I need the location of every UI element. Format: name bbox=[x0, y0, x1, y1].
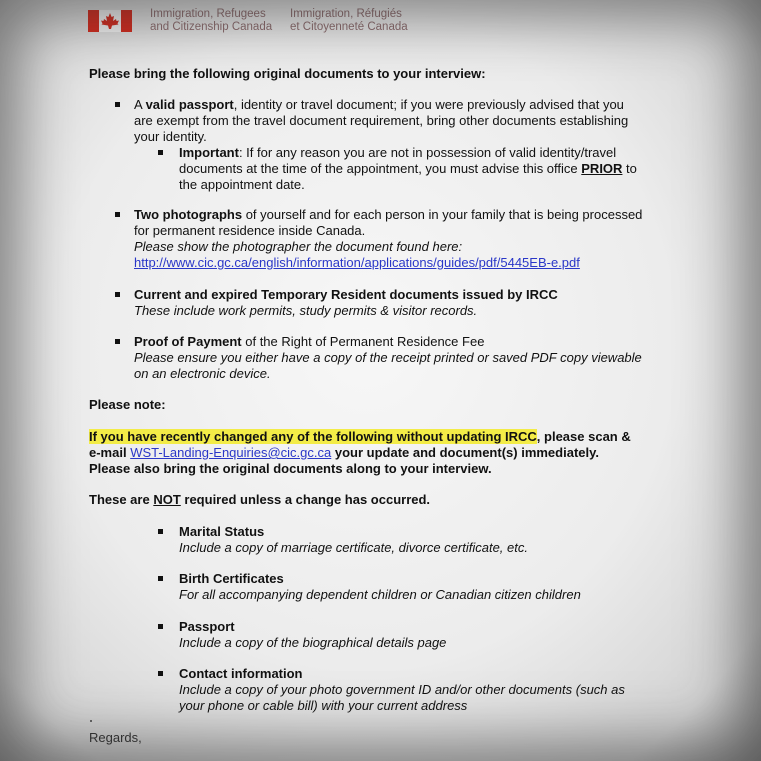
change-item-desc: Include a copy of the biographical details page bbox=[179, 635, 447, 650]
change-item-title: Contact information bbox=[179, 666, 303, 681]
passport-line3: your identity. bbox=[134, 129, 207, 144]
payment-line1: Proof of Payment of the Right of Permanent Residence Fee bbox=[134, 334, 485, 349]
change-item-desc: your phone or cable bill) with your current address bbox=[179, 698, 468, 713]
bullet-icon bbox=[158, 150, 163, 155]
note-heading: Please note: bbox=[89, 397, 166, 412]
note-line1: If you have recently changed any of the following without updating IRCC, please scan & bbox=[89, 429, 631, 444]
payment-line2: Please ensure you either have a copy of the receipt printed or saved PDF copy viewable bbox=[134, 350, 642, 365]
bullet-icon bbox=[158, 624, 163, 629]
note-line2: e-mail WST-Landing-Enquiries@cic.gc.ca your update and document(s) immediately. bbox=[89, 445, 599, 460]
important-line3: the appointment date. bbox=[179, 177, 305, 192]
not-required-line: These are NOT required unless a change has occurred. bbox=[89, 492, 431, 507]
bullet-icon bbox=[115, 339, 120, 344]
temp-resident-title: Current and expired Temporary Resident documents issued by IRCC bbox=[134, 287, 558, 302]
photos-line3: Please show the photographer the document found here: bbox=[134, 239, 463, 254]
change-item-title: Birth Certificates bbox=[179, 571, 284, 586]
change-item-desc: Include a copy of your photo government ID and/or other documents (such as bbox=[179, 682, 625, 697]
bullet-icon bbox=[158, 576, 163, 581]
change-item-desc: For all accompanying dependent children or Canadian citizen children bbox=[179, 587, 581, 602]
canada-flag-icon bbox=[88, 10, 132, 32]
bullet-icon bbox=[115, 102, 120, 107]
note-line3: Please also bring the original documents along to your interview. bbox=[89, 461, 492, 476]
photo-guide-link[interactable]: http://www.cic.gc.ca/english/information/applications/guides/pdf/5445EB-e.pdf bbox=[134, 255, 580, 270]
email-link[interactable]: WST-Landing-Enquiries@cic.gc.ca bbox=[130, 445, 332, 460]
photos-line1: Two photographs of yourself and for each person in your family that is being processed bbox=[134, 207, 643, 222]
org-name-english: Immigration, Refugees and Citizenship Canada bbox=[150, 8, 273, 33]
intro-heading: Please bring the following original documents to your interview: bbox=[89, 66, 486, 81]
bullet-icon bbox=[158, 671, 163, 676]
change-item-title: Passport bbox=[179, 619, 235, 634]
bullet-icon bbox=[158, 529, 163, 534]
closing-text: Regards, bbox=[89, 730, 142, 745]
bullet-icon bbox=[115, 212, 120, 217]
change-item-desc: Include a copy of marriage certificate, divorce certificate, etc. bbox=[179, 540, 528, 555]
temp-resident-desc: These include work permits, study permits & visitor records. bbox=[134, 303, 478, 318]
passport-line2: are exempt from the travel document requirement, bring other documents establishing bbox=[134, 113, 629, 128]
org-name-french: Immigration, Réfugiés et Citoyenneté Canada bbox=[290, 8, 408, 33]
passport-line1: A valid passport, identity or travel document; if you were previously advised that you bbox=[134, 97, 624, 112]
payment-line3: on an electronic device. bbox=[134, 366, 271, 381]
change-item-title: Marital Status bbox=[179, 524, 265, 539]
important-line1: Important: If for any reason you are not in possession of valid identity/travel bbox=[179, 145, 617, 160]
important-line2: documents at the time of the appointment, you must advise this office PRIOR to bbox=[179, 161, 637, 176]
stray-mark bbox=[90, 720, 92, 722]
bullet-icon bbox=[115, 292, 120, 297]
highlighted-text: If you have recently changed any of the following without updating IRCC bbox=[89, 429, 537, 444]
photos-line2: for permanent residence inside Canada. bbox=[134, 223, 366, 238]
